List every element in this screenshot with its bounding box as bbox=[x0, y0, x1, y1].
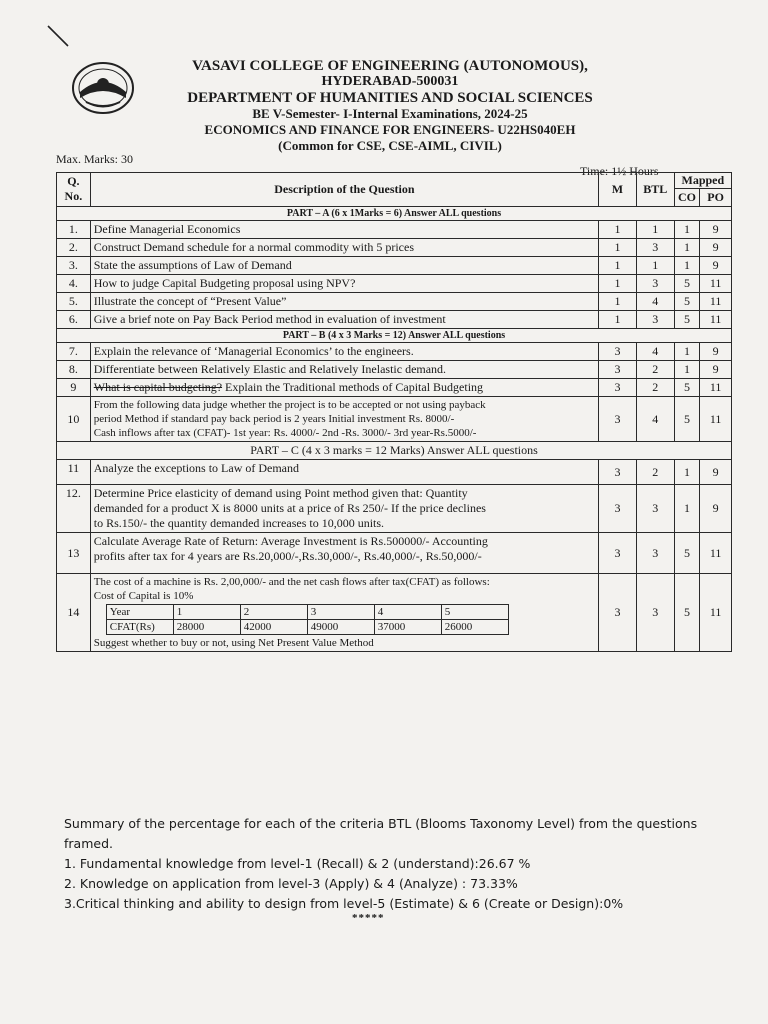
co-header: CO bbox=[674, 189, 700, 207]
part-c-row bbox=[57, 442, 732, 460]
part-a-title: PART – A (6 x 1Marks = 6) Answer ALL questions bbox=[57, 207, 732, 221]
summary-point-3: 3.Critical thinking and ability to design from level-5 (Estimate) & 6 (Create or Design):0% bbox=[64, 896, 624, 911]
table-row: 6. Give a brief note on Pay Back Period method in evaluation of investment 1 3 5 11 bbox=[57, 311, 732, 329]
btl-summary bbox=[64, 814, 724, 914]
mapped-header: Mapped bbox=[674, 173, 731, 189]
part-a-row bbox=[57, 207, 732, 221]
qno-header: Q. No. bbox=[57, 173, 91, 207]
end-stars: ***** bbox=[352, 912, 385, 924]
college-name: VASAVI COLLEGE OF ENGINEERING (AUTONOMOUS), bbox=[192, 58, 588, 74]
college-logo-icon bbox=[72, 62, 134, 114]
max-marks: Max. Marks: 30 bbox=[56, 152, 133, 166]
table-row: 13 Calculate Average Rate of Return: Average Investment is Rs.500000/- Accounting profits after tax for 4 years are Rs.20,000/-,Rs.30,000/-, Rs.40,000/-, Rs.50,000/- 3 3 5 11 bbox=[57, 533, 732, 574]
part-b-row bbox=[57, 329, 732, 343]
summary-point-2: 2. Knowledge on application from level-3 (Apply) & 4 (Analyze) : 73.33% bbox=[64, 876, 518, 891]
table-row: 3. State the assumptions of Law of Demand 1 1 1 9 bbox=[57, 257, 732, 275]
table-row: 4. How to judge Capital Budgeting proposal using NPV? 1 3 5 11 bbox=[57, 275, 732, 293]
po-header: PO bbox=[700, 189, 732, 207]
summary-point-1: 1. Fundamental knowledge from level-1 (Recall) & 2 (understand):26.67 % bbox=[64, 856, 531, 871]
exam-header bbox=[140, 58, 640, 154]
m-header: M bbox=[599, 173, 637, 207]
table-row: 2. Construct Demand schedule for a normal commodity with 5 prices 1 3 1 9 bbox=[57, 239, 732, 257]
cfat-value-row: CFAT(Rs) 28000 42000 49000 37000 26000 bbox=[106, 620, 508, 635]
cfat-year-row: Year 1 2 3 4 5 bbox=[106, 605, 508, 620]
common-for: (Common for CSE, CSE-AIML, CIVIL) bbox=[278, 138, 502, 153]
question-table bbox=[56, 172, 732, 652]
table-header-row bbox=[57, 173, 732, 189]
btl-header: BTL bbox=[636, 173, 674, 207]
table-row: 14 The cost of a machine is Rs. 2,00,000/- and the net cash flows after tax(CFAT) as follows: Cost of Capital is 10% Year 1 2 3 4 5 CFAT(Rs) 28000 42000 49000 37000 26000 Suggest whether to buy or not, using Net Present Value Method 3 3 5 11 bbox=[57, 574, 732, 652]
table-row: 11 Analyze the exceptions to Law of Demand 3 2 1 9 bbox=[57, 460, 732, 485]
course-name: ECONOMICS AND FINANCE FOR ENGINEERS- U22HS040EH bbox=[204, 122, 576, 137]
table-row: 9 What is capital budgeting? Explain the Traditional methods of Capital Budgeting 3 2 5 11 bbox=[57, 379, 732, 397]
summary-intro: Summary of the percentage for each of the criteria BTL (Blooms Taxonomy Level) from the questions framed. bbox=[64, 816, 698, 851]
part-b-title: PART – B (4 x 3 Marks = 12) Answer ALL questions bbox=[57, 329, 732, 343]
part-c-title: PART – C (4 x 3 marks = 12 Marks) Answer ALL questions bbox=[57, 442, 732, 460]
table-row: 10 From the following data judge whether the project is to be accepted or not using payback period Method if standard pay back period is 2 years Initial investment Rs. 8000/- Cash inflows after tax (CFAT)- 1st year: Rs. 4000/- 2nd -Rs. 3000/- 3rd year-Rs.5000/- 3 4 5 11 bbox=[57, 397, 732, 442]
table-row: 5. Illustrate the concept of “Present Value” 1 4 5 11 bbox=[57, 293, 732, 311]
table-row: 8. Differentiate between Relatively Elastic and Relatively Inelastic demand. 3 2 1 9 bbox=[57, 361, 732, 379]
cfat-table bbox=[106, 604, 509, 635]
pen-stroke-icon bbox=[46, 24, 72, 50]
struck-text: What is capital budgeting? bbox=[93, 380, 223, 394]
exam-time: Time: 1½ Hours bbox=[580, 164, 659, 178]
department-name: DEPARTMENT OF HUMANITIES AND SOCIAL SCIENCES bbox=[187, 90, 593, 106]
college-city: HYDERABAD-500031 bbox=[321, 74, 459, 89]
table-row: 1. Define Managerial Economics 1 1 1 9 bbox=[57, 221, 732, 239]
table-row: 12. Determine Price elasticity of demand using Point method given that: Quantity demanded for a product X is 8000 units at a price of Rs 250/- If the price declines to Rs.150/- the quantity demanded increases to 10,000 units. 3 3 1 9 bbox=[57, 485, 732, 533]
table-row: 7. Explain the relevance of ‘Managerial Economics’ to the engineers. 3 4 1 9 bbox=[57, 343, 732, 361]
exam-name: BE V-Semester- I-Internal Examinations, 2024-25 bbox=[252, 106, 528, 121]
desc-header: Description of the Question bbox=[90, 173, 598, 207]
